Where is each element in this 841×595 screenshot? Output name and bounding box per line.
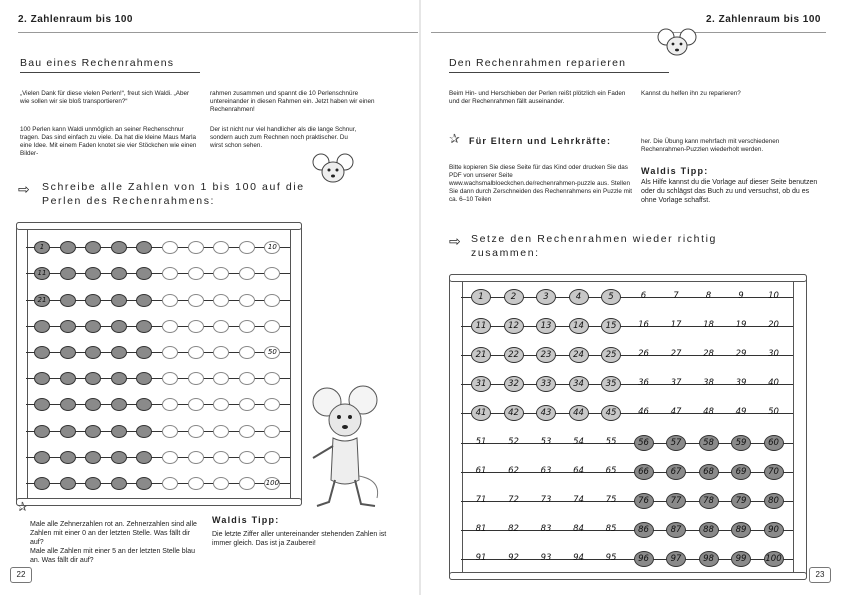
arrow-right-icon: ⇨ (449, 233, 461, 249)
intro-paragraph-1: „Vielen Dank für diese vielen Perlen!“, freut sich Waldi. „Aber wie sollen wir sie bloß transportieren?“ (20, 90, 190, 105)
instruction-tens: Male alle Zehnerzahlen rot an. Zehnerzahlen sind alle Zahlen mit einer 0 an der letzten Stelle. Was fällt dir auf? (30, 521, 197, 546)
abacus-bead (34, 398, 50, 411)
abacus-bead: 66 (634, 464, 654, 480)
abacus-bead: 19 (735, 319, 747, 330)
abacus-bead (85, 477, 101, 490)
abacus-bead (239, 425, 255, 438)
abacus-bead: 22 (504, 347, 524, 363)
abacus-bead: 10 (264, 241, 280, 254)
abacus-bead (213, 294, 229, 307)
intro-paragraph-4: Der ist nicht nur viel handlicher als die lange Schnur, sondern auch zum Rechnen noch praktischer. Du wirst schon sehen. (210, 126, 357, 149)
abacus-bead: 5 (601, 289, 621, 305)
abacus-bead: 71 (475, 495, 487, 505)
abacus-bead: 76 (634, 493, 654, 509)
title-underline (449, 72, 669, 73)
page-number: 22 (10, 567, 32, 583)
abacus-bead (60, 372, 76, 385)
abacus-bead: 94 (573, 553, 584, 564)
abacus-bead (34, 477, 50, 490)
abacus-bead: 97 (666, 551, 686, 567)
frame-bottom-bar (16, 498, 302, 506)
abacus-bead: 60 (764, 435, 784, 451)
abacus-bead: 98 (699, 551, 719, 567)
abacus-bead (111, 398, 127, 411)
abacus-bead: 53 (540, 436, 552, 447)
abacus-bead (239, 451, 255, 464)
abacus-bead (60, 398, 76, 411)
abacus-bead: 54 (573, 436, 584, 447)
abacus-bead (136, 346, 152, 359)
frame-top-bar (449, 274, 807, 282)
abacus-bead (239, 294, 255, 307)
abacus-bead (162, 346, 178, 359)
abacus-bead (264, 294, 280, 307)
abacus-bead (239, 372, 255, 385)
star-icon: ✰ (17, 499, 28, 514)
abacus-bead (136, 425, 152, 438)
abacus-bead: 47 (670, 407, 682, 418)
abacus-bead (85, 267, 101, 280)
abacus-bead (136, 294, 152, 307)
abacus-bead (162, 451, 178, 464)
abacus-bead: 34 (569, 376, 589, 392)
abacus-bead: 38 (703, 378, 714, 389)
abacus-bead: 69 (731, 464, 751, 480)
abacus-bead (188, 398, 204, 411)
arrow-right-icon: ⇨ (18, 181, 30, 197)
abacus-bead (60, 294, 76, 307)
abacus-bead (264, 451, 280, 464)
abacus-bead (213, 477, 229, 490)
abacus-bead (162, 241, 178, 254)
abacus-bead: 32 (504, 376, 524, 392)
abacus-bead (60, 346, 76, 359)
abacus-bead: 100 (764, 551, 784, 567)
abacus-bead: 79 (731, 493, 751, 509)
frame-top-bar (16, 222, 302, 230)
abacus-bead: 9 (738, 290, 744, 301)
abacus-bead (188, 267, 204, 280)
parents-title: Für Eltern und Lehrkräfte: (469, 136, 612, 146)
abacus-bead: 28 (703, 349, 714, 359)
abacus-bead (213, 267, 229, 280)
abacus-bead (188, 425, 204, 438)
abacus-bead: 81 (475, 524, 487, 535)
abacus-bead: 11 (471, 318, 491, 334)
abacus-bead: 8 (705, 290, 712, 301)
abacus-bead: 27 (670, 349, 682, 359)
abacus-bead (239, 477, 255, 490)
right-page (421, 0, 841, 595)
abacus-bead: 33 (536, 376, 556, 392)
abacus-bead: 89 (731, 522, 751, 538)
abacus-bead (213, 451, 229, 464)
page-number: 23 (809, 567, 831, 583)
abacus-bead: 64 (573, 465, 584, 476)
abacus-bead (264, 425, 280, 438)
intro-paragraph-3: rahmen zusammen und spannt die 10 Perlenschnüre untereinander in diesen Rahmen ein. Jetzt haben wir einen Rechenrahmen! (210, 90, 375, 113)
abacus-bead (85, 398, 101, 411)
instruction-fives: Male alle Zahlen mit einer 5 an der letzten Stelle blau an. Was fällt dir auf? (30, 548, 195, 564)
abacus-bead (162, 372, 178, 385)
abacus-bead (136, 320, 152, 333)
abacus-bead (264, 372, 280, 385)
abacus-frame (449, 274, 805, 578)
abacus-bead: 59 (731, 435, 751, 451)
abacus-bead (111, 372, 127, 385)
abacus-bead (162, 267, 178, 280)
abacus-bead (188, 294, 204, 307)
abacus-bead: 7 (673, 290, 679, 301)
abacus-bead (213, 241, 229, 254)
abacus-bead: 93 (540, 553, 552, 564)
abacus-bead (188, 346, 204, 359)
abacus-bead: 70 (764, 464, 784, 480)
abacus-bead (162, 425, 178, 438)
abacus-bead: 99 (731, 551, 751, 567)
abacus-bead (111, 267, 127, 280)
abacus-bead: 72 (508, 495, 519, 505)
abacus-bead: 29 (735, 349, 747, 359)
abacus-bead (264, 267, 280, 280)
abacus-bead: 55 (605, 436, 617, 447)
repair-question: Kannst du helfen ihn zu reparieren? (641, 90, 741, 97)
section-title: Den Rechenrahmen reparieren (449, 57, 627, 69)
abacus-bead (136, 267, 152, 280)
abacus-bead: 57 (666, 435, 686, 451)
abacus-bead: 24 (569, 347, 589, 363)
abacus-bead: 86 (634, 522, 654, 538)
abacus-bead (34, 425, 50, 438)
abacus-bead: 37 (670, 378, 682, 389)
repair-task: Setze den Rechenrahmen wieder richtig zusammen: (471, 233, 717, 259)
abacus-bead (136, 398, 152, 411)
abacus-bead (213, 320, 229, 333)
abacus-bead: 50 (768, 407, 779, 418)
chapter-divider (18, 32, 418, 33)
abacus-bead (188, 451, 204, 464)
frame-bottom-bar (449, 572, 807, 580)
abacus-bead: 31 (471, 376, 491, 392)
abacus-bead (111, 294, 127, 307)
abacus-bead: 42 (504, 405, 524, 421)
repair-paragraph: Beim Hin- und Herschieben der Perlen reißt plötzlich ein Faden und der Rechenrahmen fällt auseinander. (449, 90, 626, 105)
abacus-bead: 20 (768, 319, 779, 330)
intro-paragraph-2: 100 Perlen kann Waldi unmöglich an seiner Rechenschnur tragen. Das sind einfach zu viele. Da hat die kleine Maus Marla eine Idee. Mit einem Faden knotet sie vier Stöckchen wie einen Bilder- (20, 126, 197, 157)
abacus-bead (239, 346, 255, 359)
abacus-bead: 67 (666, 464, 686, 480)
abacus-bead (60, 241, 76, 254)
abacus-bead (60, 425, 76, 438)
abacus-bead (111, 241, 127, 254)
abacus-bead (34, 346, 50, 359)
abacus-bead (34, 320, 50, 333)
abacus-bead (162, 477, 178, 490)
abacus-bead (213, 398, 229, 411)
abacus-bead (34, 451, 50, 464)
abacus-bead (213, 372, 229, 385)
mouse-head-icon (657, 28, 697, 60)
abacus-bead: 23 (536, 347, 556, 363)
abacus-bead: 84 (573, 524, 584, 535)
abacus-bead (85, 294, 101, 307)
tip-text: Als Hilfe kannst du die Vorlage auf dieser Seite benutzen oder du schlägst das Buch zu und versuchst, ob du es ohne Vorlage schaffst. (641, 179, 818, 204)
abacus-bead (85, 320, 101, 333)
abacus-bead: 85 (605, 524, 617, 535)
abacus-bead: 45 (601, 405, 621, 421)
abacus-bead (60, 267, 76, 280)
abacus-bead: 15 (601, 318, 621, 334)
mouse-figure-icon (305, 380, 385, 515)
abacus-bead: 65 (605, 465, 617, 476)
tip-text: Die letzte Ziffer aller untereinander stehenden Zahlen ist immer gleich. Das ist ja Zauberei! (212, 531, 387, 547)
abacus-bead (188, 241, 204, 254)
abacus-bead: 6 (640, 290, 647, 301)
abacus-bead (111, 346, 127, 359)
abacus-bead: 36 (638, 378, 649, 389)
abacus-bead (60, 320, 76, 333)
abacus-bead (188, 477, 204, 490)
abacus-bead (111, 320, 127, 333)
abacus-bead: 39 (735, 378, 747, 389)
abacus-bead (213, 346, 229, 359)
abacus-bead: 56 (634, 435, 654, 451)
abacus-bead (162, 398, 178, 411)
abacus-bead: 80 (764, 493, 784, 509)
frame-right-bar (793, 274, 807, 580)
abacus-bead: 83 (540, 524, 552, 535)
abacus-bead: 49 (735, 407, 747, 418)
abacus-bead (239, 320, 255, 333)
abacus-bead (60, 451, 76, 464)
abacus-bead: 90 (764, 522, 784, 538)
abacus-bead: 25 (601, 347, 621, 363)
abacus-bead (264, 398, 280, 411)
abacus-bead: 40 (768, 378, 779, 389)
abacus-bead: 87 (666, 522, 686, 538)
abacus-bead (188, 372, 204, 385)
abacus-bead: 43 (536, 405, 556, 421)
frame-left-bar (449, 274, 463, 580)
abacus-bead: 61 (475, 465, 487, 476)
abacus-bead: 13 (536, 318, 556, 334)
abacus-bead (239, 267, 255, 280)
abacus-bead (136, 241, 152, 254)
abacus-bead: 16 (638, 319, 649, 330)
abacus-bead: 21 (34, 294, 50, 307)
parents-text-continued: her. Die Übung kann mehrfach mit verschiedenen Rechenrahmen-Puzzlen wiederholt werden. (641, 138, 780, 153)
tip-title: Waldis Tipp: (641, 166, 709, 176)
abacus-bead: 17 (670, 319, 682, 330)
abacus-bead: 75 (605, 495, 617, 505)
abacus-bead (85, 241, 101, 254)
abacus-bead (85, 372, 101, 385)
parents-text: Bitte kopieren Sie diese Seite für das Kind oder drucken Sie das PDF von unserer Seite www.wachsmalbloeckchen.de/rechenrahmen-puzzle aus. Stellen Sie dann durch Zerschneiden des Rechenrahmens ein Puzzle mit ca. 6–10 Teilen (449, 164, 633, 203)
abacus-bead: 41 (471, 405, 491, 421)
abacus-bead (34, 372, 50, 385)
abacus-bead: 77 (666, 493, 686, 509)
abacus-bead (188, 320, 204, 333)
abacus-bead: 11 (34, 267, 50, 280)
abacus-bead: 26 (638, 349, 649, 359)
title-underline (20, 72, 200, 73)
abacus-bead (162, 294, 178, 307)
abacus-bead: 48 (703, 407, 714, 418)
abacus-bead: 1 (471, 289, 491, 305)
abacus-bead (136, 477, 152, 490)
abacus-bead: 52 (508, 436, 519, 447)
chapter-title: 2. Zahlenraum bis 100 (18, 14, 133, 25)
tip-title: Waldis Tipp: (212, 515, 280, 525)
abacus-bead (85, 451, 101, 464)
abacus-frame (16, 222, 300, 504)
left-page (0, 0, 420, 595)
frame-left-bar (16, 222, 28, 506)
chapter-divider (431, 32, 826, 33)
abacus-bead (111, 451, 127, 464)
abacus-bead (85, 346, 101, 359)
abacus-bead: 3 (536, 289, 556, 305)
abacus-bead: 68 (699, 464, 719, 480)
abacus-bead: 63 (540, 465, 552, 476)
abacus-bead: 92 (508, 553, 519, 564)
abacus-bead: 100 (264, 477, 280, 490)
abacus-bead: 10 (768, 290, 779, 301)
abacus-bead (264, 320, 280, 333)
section-title: Bau eines Rechenrahmens (20, 57, 175, 69)
abacus-bead: 91 (475, 553, 487, 564)
abacus-bead (239, 241, 255, 254)
abacus-bead (111, 477, 127, 490)
abacus-bead (213, 425, 229, 438)
abacus-bead (136, 372, 152, 385)
abacus-bead: 82 (508, 524, 519, 535)
abacus-bead: 2 (504, 289, 524, 305)
abacus-bead: 44 (569, 405, 589, 421)
abacus-bead (162, 320, 178, 333)
abacus-bead: 12 (504, 318, 524, 334)
abacus-bead (111, 425, 127, 438)
abacus-bead: 46 (638, 407, 649, 418)
abacus-bead: 4 (569, 289, 589, 305)
frame-right-bar (290, 222, 302, 506)
abacus-bead: 50 (264, 346, 280, 359)
abacus-bead: 51 (475, 436, 487, 447)
abacus-bead: 74 (573, 495, 584, 505)
abacus-bead (85, 425, 101, 438)
abacus-bead (60, 477, 76, 490)
abacus-bead (239, 398, 255, 411)
chapter-title: 2. Zahlenraum bis 100 (706, 14, 821, 25)
abacus-bead: 30 (768, 349, 779, 359)
abacus-bead: 62 (508, 465, 519, 476)
abacus-bead: 58 (699, 435, 719, 451)
abacus-bead: 88 (699, 522, 719, 538)
abacus-bead (136, 451, 152, 464)
star-icon: ✰ (449, 131, 460, 146)
abacus-bead: 21 (471, 347, 491, 363)
abacus-bead: 95 (605, 553, 617, 564)
abacus-bead: 35 (601, 376, 621, 392)
abacus-bead: 18 (703, 319, 714, 330)
abacus-task: Schreibe alle Zahlen von 1 bis 100 auf die Perlen des Rechenrahmens: (42, 181, 305, 207)
abacus-bead: 96 (634, 551, 654, 567)
abacus-bead: 78 (699, 493, 719, 509)
abacus-bead: 73 (540, 495, 552, 505)
abacus-bead: 14 (569, 318, 589, 334)
abacus-bead: 1 (34, 241, 50, 254)
